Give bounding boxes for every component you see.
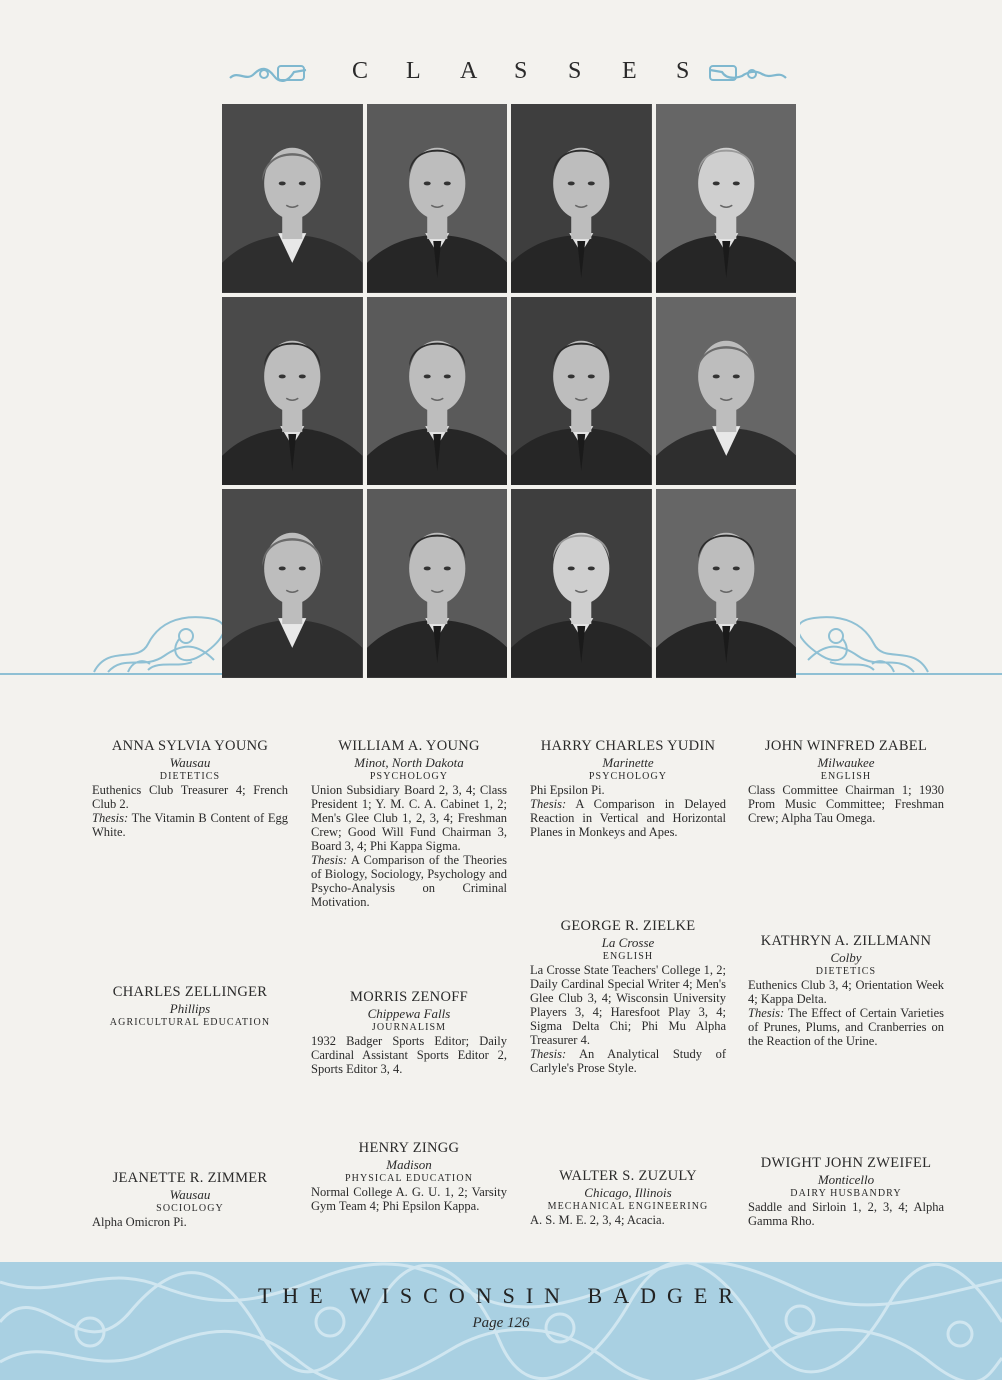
page-number: Page 126 <box>472 1315 530 1331</box>
activities-text: Alpha Omicron Pi. <box>92 1215 187 1229</box>
portrait-photo <box>367 489 508 678</box>
student-hometown: Minot, North Dakota <box>354 755 464 770</box>
thesis-label: Thesis: <box>530 1047 567 1061</box>
student-entry <box>748 933 944 1048</box>
thesis-label: Thesis: <box>530 797 567 811</box>
student-activities <box>92 1215 288 1229</box>
thesis-text: A Comparison in Delayed Reaction in Vertical and Horizontal Planes in Monkeys and Apes. <box>530 797 726 839</box>
student-entry <box>311 1140 507 1213</box>
student-hometown: Chippewa Falls <box>367 1006 451 1021</box>
student-major: PHYSICAL EDUCATION <box>344 1173 474 1184</box>
portrait-photo <box>511 489 652 678</box>
student-hometown: Marinette <box>602 755 654 770</box>
left-scroll-ornament-icon <box>228 64 308 84</box>
student-hometown: Monticello <box>817 1172 875 1187</box>
activities-text: 1932 Badger Sports Editor; Daily Cardinal Assistant Sports Editor 2, Sports Editor 3, 4. <box>311 1034 507 1076</box>
left-acanthus-ornament-icon <box>88 604 222 676</box>
student-activities <box>311 1034 507 1076</box>
student-major: JOURNALISM <box>371 1022 447 1033</box>
activities-text: Union Subsidiary Board 2, 3, 4; Class President 1; Y. M. C. A. Cabinet 1, 2; Men's Glee Club 1, 2, 3, 4; Freshman Crew; Good Will Fund Chairman 3, Board 3, 4; Phi Kappa Sigma. <box>311 783 507 853</box>
portrait-photo <box>222 489 363 678</box>
activities-text: Phi Epsilon Pi. <box>530 783 605 797</box>
student-name: GEORGE R. ZIELKE <box>560 918 696 934</box>
portrait-photo <box>367 297 508 486</box>
portrait-photo <box>511 104 652 293</box>
title-letter: A <box>460 58 478 84</box>
student-name: MORRIS ZENOFF <box>350 989 468 1005</box>
student-entry <box>530 738 726 839</box>
student-name: HARRY CHARLES YUDIN <box>540 738 716 754</box>
title-letter: S <box>676 58 690 84</box>
student-entry <box>92 738 288 839</box>
portrait-photo <box>511 297 652 486</box>
student-entry <box>311 738 507 909</box>
thesis-label: Thesis: <box>92 811 129 825</box>
student-major: ENGLISH <box>602 951 654 962</box>
student-major: ENGLISH <box>820 771 872 782</box>
student-activities <box>748 1200 944 1228</box>
student-name: CHARLES ZELLINGER <box>112 984 268 1000</box>
student-activities <box>311 1185 507 1213</box>
student-major: MECHANICAL ENGINEERING <box>547 1201 709 1212</box>
thesis-text: A Comparison of the Theories of Biology, Sociology, Psychology and Psycho-Analysis on Criminal Motivation. <box>311 853 507 909</box>
activities-text: A. S. M. E. 2, 3, 4; Acacia. <box>530 1213 665 1227</box>
thesis-text: An Analytical Study of Carlyle's Prose Style. <box>530 1047 726 1075</box>
student-activities <box>311 783 507 909</box>
student-major: DIETETICS <box>159 771 221 782</box>
student-hometown: Colby <box>830 950 862 965</box>
student-name: JEANETTE R. ZIMMER <box>112 1170 268 1186</box>
thesis-text: The Effect of Certain Varieties of Prunes, Plums, and Cranberries on the Reaction of the Urine. <box>748 1006 944 1048</box>
portrait-photo <box>367 104 508 293</box>
student-activities <box>748 783 944 825</box>
title-letter: S <box>568 58 582 84</box>
student-major: PSYCHOLOGY <box>369 771 449 782</box>
thesis-label: Thesis: <box>311 853 348 867</box>
right-scroll-ornament-icon <box>708 64 788 84</box>
student-activities <box>530 783 726 839</box>
right-acanthus-ornament-icon <box>800 604 934 676</box>
activities-text: Class Committee Chairman 1; 1930 Prom Music Committee; Freshman Crew; Alpha Tau Omega. <box>748 783 944 825</box>
student-major: SOCIOLOGY <box>156 1203 224 1214</box>
thesis-text: The Vitamin B Content of Egg White. <box>92 811 288 839</box>
student-hometown: Madison <box>386 1157 432 1172</box>
student-entry <box>530 1168 726 1227</box>
student-activities <box>530 1213 726 1227</box>
page-title <box>352 58 730 85</box>
activities-text: La Crosse State Teachers' College 1, 2; Daily Cardinal Special Writer 4; Men's Glee Club 3, 4; Wisconsin University Players 3, 4; Haresfoot Play 3, 4; Sigma Delta Chi; Phi Mu Alpha Treasurer 4. <box>530 963 726 1047</box>
student-entry <box>92 1170 288 1229</box>
student-activities <box>748 978 944 1048</box>
activities-text: Normal College A. G. U. 1, 2; Varsity Gym Team 4; Phi Epsilon Kappa. <box>311 1185 507 1213</box>
title-letter: E <box>622 58 637 84</box>
footer-title: THE WISCONSIN BADGER <box>257 1283 745 1308</box>
student-entry <box>530 918 726 1075</box>
student-entry <box>748 1155 944 1228</box>
student-name: WALTER S. ZUZULY <box>559 1168 697 1184</box>
activities-text: Saddle and Sirloin 1, 2, 3, 4; Alpha Gamma Rho. <box>748 1200 944 1228</box>
activities-text: Euthenics Club Treasurer 4; French Club 2. <box>92 783 288 811</box>
portrait-photo <box>656 489 797 678</box>
student-hometown: La Crosse <box>601 935 655 950</box>
portrait-photo <box>656 104 797 293</box>
student-major: PSYCHOLOGY <box>588 771 668 782</box>
student-hometown: Milwaukee <box>817 755 875 770</box>
title-letter: S <box>514 58 528 84</box>
student-activities <box>92 783 288 839</box>
student-name: HENRY ZINGG <box>358 1140 460 1156</box>
student-hometown: Chicago, Illinois <box>584 1185 672 1200</box>
student-activities <box>530 963 726 1075</box>
portrait-photo <box>222 297 363 486</box>
student-entry <box>311 989 507 1076</box>
portrait-photo <box>222 104 363 293</box>
student-name: KATHRYN A. ZILLMANN <box>760 933 932 949</box>
student-entry <box>748 738 944 825</box>
student-hometown: Phillips <box>169 1001 211 1016</box>
student-hometown: Wausau <box>169 755 211 770</box>
student-entry <box>92 984 288 1029</box>
page-header <box>0 58 1002 88</box>
student-major: AGRICULTURAL EDUCATION <box>109 1017 271 1028</box>
student-hometown: Wausau <box>169 1187 211 1202</box>
portrait-grid <box>222 104 796 678</box>
student-name: WILLIAM A. YOUNG <box>338 738 480 754</box>
student-major: DIETETICS <box>815 966 877 977</box>
student-name: JOHN WINFRED ZABEL <box>764 738 928 754</box>
student-major: DAIRY HUSBANDRY <box>790 1188 902 1199</box>
activities-text: Euthenics Club 3, 4; Orientation Week 4; Kappa Delta. <box>748 978 944 1006</box>
title-letter: C <box>352 58 369 84</box>
student-name: DWIGHT JOHN ZWEIFEL <box>760 1155 932 1171</box>
student-name: ANNA SYLVIA YOUNG <box>111 738 269 754</box>
portrait-photo <box>656 297 797 486</box>
thesis-label: Thesis: <box>748 1006 785 1020</box>
title-letter: L <box>406 58 421 84</box>
